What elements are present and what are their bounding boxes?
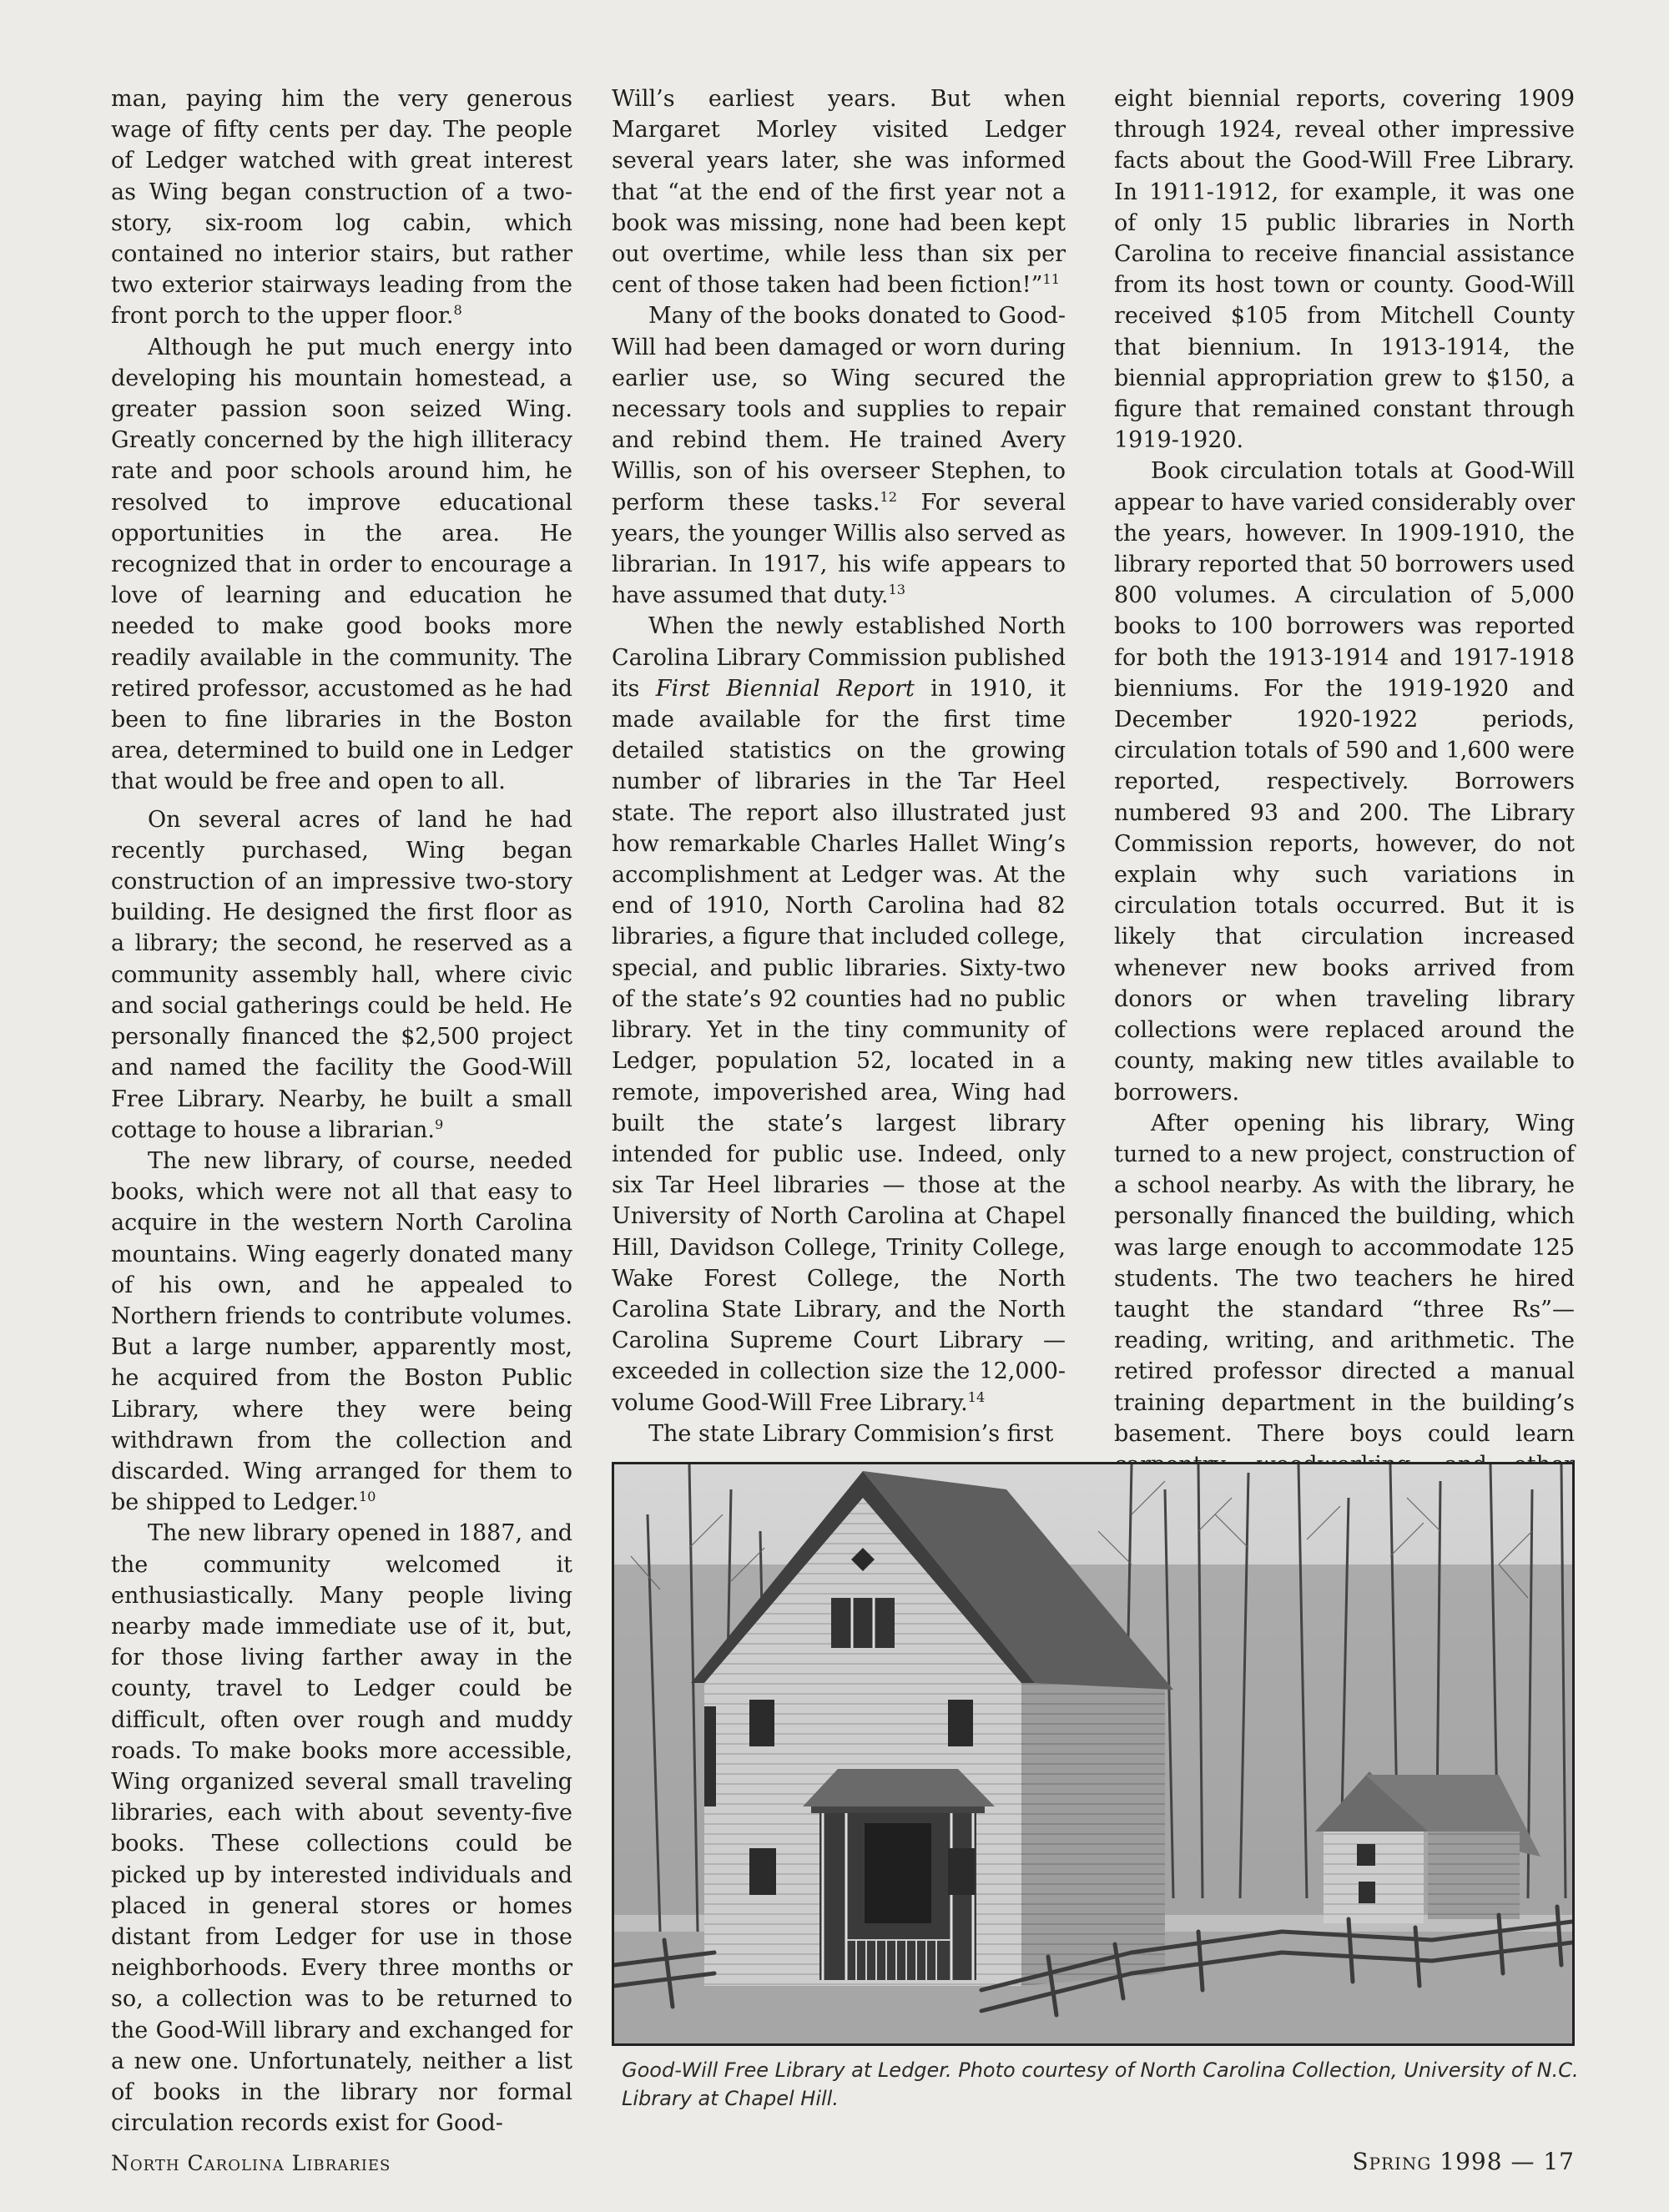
library-building-illustration xyxy=(614,1464,1572,2043)
paragraph: Book circulation totals at Good-Will appear to have varied considerably over the years, however. In 1909-1910, the library reported that 50 borrowers used 800 volumes. A circulation of 5,000 books to 100 borrowers was reported for both the 1913-1914 and 1917-1918 bienniums. For the 1919-1920 and December 1920-1922 periods, circulation totals of 590 and 1,600 were reported, respectively. Borrowers numbered 93 and 200. The Library Commission reports, however, do not explain why such variations in circulation totals occurred. But it is likely that circulation increased whenever new books arrived from donors or when traveling library collections were replaced around the county, making new titles available to borrowers. xyxy=(1114,458,1575,1106)
paragraph-text: When the newly established North Carolina Library Commission published its xyxy=(612,613,1066,702)
footnote-marker: 14 xyxy=(967,1388,986,1405)
paragraph-text: The new library, of course, needed books, which were not all that easy to acquire in the western North Carolina mountains. Wing eagerly donated many of his own, and he appealed to Northern friends to contribute volumes. But a large number, apparently most, he acquired from the Boston Public Library, where they were being withdrawn from the collection and discarded. Wing arranged for them to be shipped to Ledger. xyxy=(111,1147,572,1516)
photo-caption: Good-Will Free Library at Ledger. Photo courtesy of North Carolina Collection, University of N.C. Library at Chapel Hill. xyxy=(622,2058,1579,2110)
page-number: 17 xyxy=(1543,2148,1575,2175)
paragraph xyxy=(612,83,1066,300)
footnote-marker: 11 xyxy=(1042,271,1061,288)
footnote-marker: 12 xyxy=(880,488,898,505)
librarian-cottage xyxy=(1315,1771,1540,1923)
journal-name: North Carolina Libraries xyxy=(111,2151,391,2175)
paragraph: eight biennial reports, covering 1909 through 1924, reveal other impressive facts about the Good-Will Free Library. In 1911-1912, for example, it was one of only 15 public libraries in North Carolina to receive financial assistance from its host town or county. Good-Will received $105 from Mitchell County that biennium. In 1913-1914, the biennial appropriation grew to $150, a figure that remained constant through 1919-1920. xyxy=(1114,86,1575,454)
paragraph-text: For several years, the younger Willis also served as librarian. In 1917, his wife appears to have assumed that duty. xyxy=(612,489,1066,609)
article-column-1 xyxy=(111,83,572,2139)
report-title: First Biennial Report xyxy=(655,675,915,702)
library-photo xyxy=(612,1462,1575,2046)
paragraph xyxy=(111,804,572,1146)
paragraph: Although he put much energy into developing his mountain homestead, a greater passion soon seized Wing. Greatly concerned by the high illiteracy rate and poor schools around him, he resolved to improve educational opportunities in the area. He recognized that in order to encourage a love of learning and education he needed to make good books more readily available in the community. The retired professor, accustomed as he had been to fine libraries in the Boston area, determined to build one in Ledger that would be free and open to all. xyxy=(111,334,572,795)
paragraph-text: man, paying him the very generous wage of fifty cents per day. The people of Ledger watched with great interest as Wing began construction of a two-story, six-room log cabin, which contained no interior stairs, but rather two exterior stairways leading from the front porch to the upper floor. xyxy=(111,86,572,330)
footer-dash: — xyxy=(1510,2148,1535,2175)
paragraph: The state Library Commision’s first xyxy=(648,1420,1054,1447)
footnote-marker: 10 xyxy=(358,1489,376,1505)
paragraph: After opening his library, Wing turned to a new project, construction of a school nearby. As with the library, he personally financed the building, which was large enough to accommodate 125 students. The two teachers he hired taught the standard “three Rs”— reading, writing, and arithmetic. The retired professor directed a manual training department in the building’s basement. There boys could learn xyxy=(1114,1110,1575,1447)
page-footer xyxy=(1352,2148,1575,2175)
issue-date: Spring 1998 xyxy=(1352,2148,1503,2175)
paragraph xyxy=(612,611,1066,1418)
footnote-marker: 13 xyxy=(888,582,906,598)
paragraph xyxy=(612,300,1066,611)
paragraph-text: Many of the books donated to Good-Will had been damaged or worn during earlier use, so Wing secured the necessary tools and supplies to repair and rebind them. He trained Avery Willis, son of his overseer Stephen, to perform these tasks. xyxy=(612,303,1066,516)
footnote-marker: 9 xyxy=(435,1116,444,1132)
paragraph xyxy=(111,1146,572,1518)
paragraph: The new library opened in 1887, and the community welcomed it enthusiastically. Many people living nearby made immediate use of it, but, for those living farther away in the county, travel to Ledger could be difficult, often over rough and muddy roads. To make books more accessible, Wing organized several small traveling libraries, each with about seventy-five books. These collections could be picked up by interested individuals and placed in general stores or homes distant from Ledger for use in those neighborhoods. Every three months or so, a collection was to be returned to the Good-Will library and exchanged for a new one. Unfortunately, neither a list of books in the library nor formal circulation records exist for Good- xyxy=(111,1520,572,2137)
paragraph-text: On several acres of land he had recently purchased, Wing began construction of an impressive two-story building. He designed the first floor as a library; the second, he reserved as a community assembly hall, where civic and social gatherings could be held. He personally financed the $2,500 project and named the facility the Good-Will Free Library. Nearby, he built a small cottage to house a librarian. xyxy=(111,806,572,1143)
paragraph xyxy=(111,83,572,332)
article-column-2 xyxy=(612,83,1066,1449)
paragraph-text: Will’s earliest years. But when Margaret Morley visited Ledger several years later, she was informed that “at the end of the first year not a book was missing, none had been kept out overtime, while less than six per cent of those taken had been fiction!” xyxy=(612,86,1066,299)
paragraph-text: in 1910, it made available for the first time detailed statistics on the growing number of libraries in the Tar Heel state. The report also illustrated just how remarkable Charles Hallet Wing’s accomplishment at Ledger was. At the end of 1910, North Carolina had 82 libraries, a figure that included college, special, and public libraries. Sixty-two of the state’s 92 counties had no public library. Yet in the tiny community of Ledger, population 52, located in a remote, impoverished area, Wing had built the state’s largest library intended for public use. Indeed, only six Tar Heel libraries — those at the University of North Carolina at Chapel Hill, Davidson College, Trinity College, Wake Forest College, the North Carolina State Library, and the North Carolina Supreme Court Library — exceeded in collection size the 12,000-volume Good-Will Free Library. xyxy=(612,675,1066,1416)
footnote-marker: 8 xyxy=(453,302,462,319)
article-column-3 xyxy=(1114,83,1575,1511)
